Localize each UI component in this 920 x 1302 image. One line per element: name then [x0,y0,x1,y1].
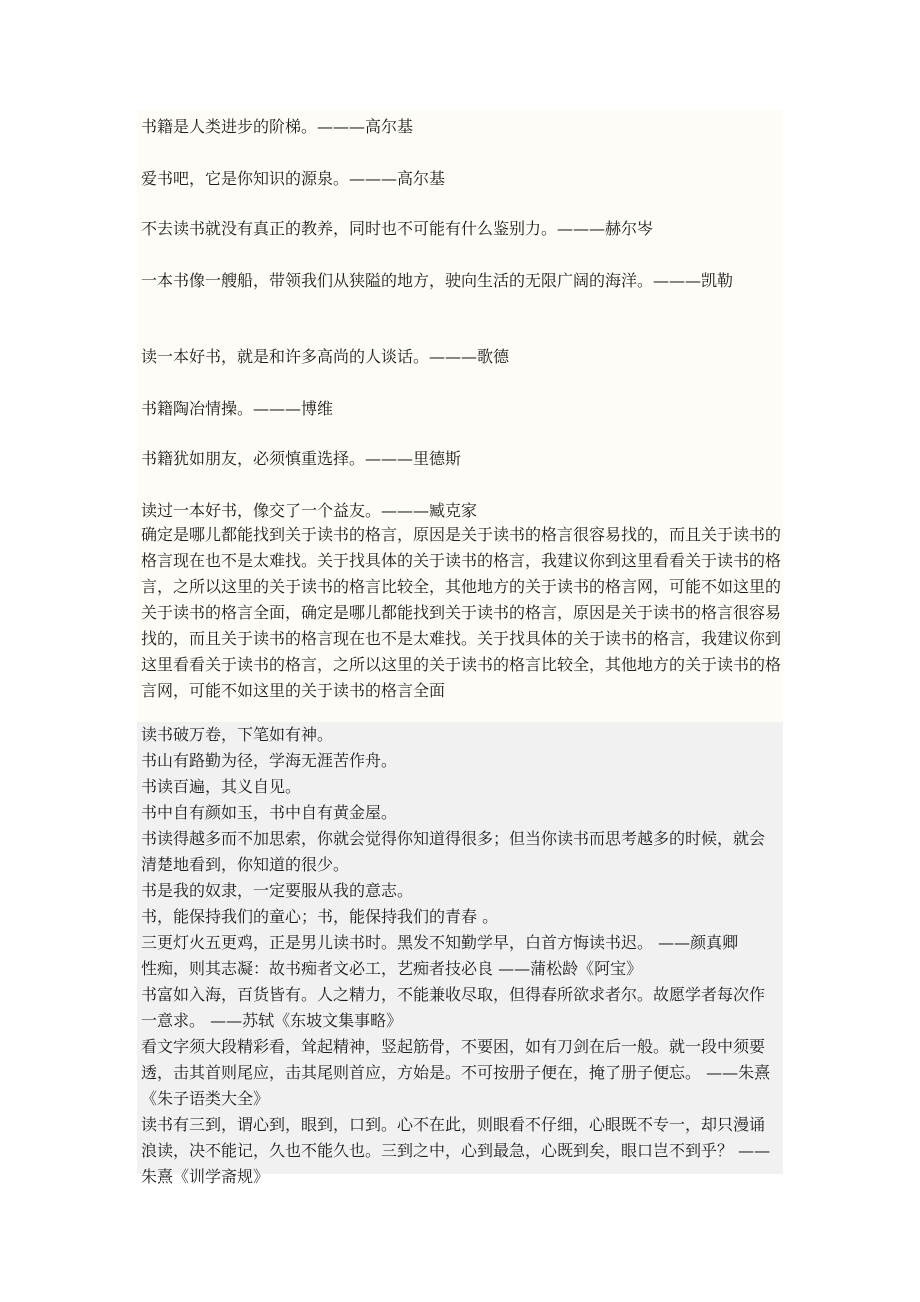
quote-section-western [137,110,783,722]
quote-line: 不去读书就没有真正的教养，同时也不可能有什么鉴别力。———赫尔岑 [141,219,654,238]
quote-line: 书籍犹如朋友，必须慎重选择。———里德斯 [141,449,462,468]
quote-section-chinese [137,722,783,1186]
quote-line: 书富如入海，百货皆有。人之精力，不能兼收尽取，但得春所欲求者尔。故愿学者每次作一意求。 ——苏轼《东坡文集事略》 [141,985,766,1030]
quote-line: 书读百遍，其义自见。 [141,777,302,796]
quote-line: 读过一本好书，像交了一个益友。———臧克家 [141,501,478,520]
quote-line: 书中自有颜如玉，书中自有黄金屋。 [141,803,398,822]
quote-line: 看文字须大段精彩看，耸起精神，竖起筋骨，不要困，如有刀剑在后一般。就一段中须要透，击其首则尾应，击其尾则首应，方始是。不可按册子便在，掩了册子便忘。 ——朱熹《朱子语类大全》 [141,1037,771,1108]
document-page [137,110,783,1186]
quote-line: 性痴，则其志凝：故书痴者文必工，艺痴者技必良 ——蒲松龄《阿宝》 [141,959,643,978]
quote-line: 三更灯火五更鸡，正是男儿读书时。黑发不知勤学早，白首方悔读书迟。 ——颜真卿 [141,933,739,952]
quote-line: 读一本好书，就是和许多高尚的人谈话。———歌德 [141,347,510,366]
quote-line: 书山有路勤为径，学海无涯苦作舟。 [141,751,398,770]
quote-line: 读书破万卷，下笔如有神。 [141,725,334,744]
filler-paragraph: 确定是哪儿都能找到关于读书的格言，原因是关于读书的格言很容易找的，而且关于读书的格言现在也不是太难找。关于找具体的关于读书的格言，我建议你到这里看看关于读书的格言，之所以这里的关于读书的格言比较全，其他地方的关于读书的格言网，可能不如这里的关于读书的格言全面，确定是哪儿都能找到关于读书的格言，原因是关于读书的格言很容易找的，而且关于读书的格言现在也不是太难找。关于找具体的关于读书的格言，我建议你到这里看看关于读书的格言，之所以这里的关于读书的格言比较全，其他地方的关于读书的格言网，可能不如这里的关于读书的格言全面 [141,525,782,700]
quote-line: 读书有三到，谓心到，眼到，口到。心不在此，则眼看不仔细，心眼既不专一，却只漫诵浪读，决不能记，久也不能久也。三到之中，心到最急，心既到矣，眼口岂不到乎？ ——朱熹《训学斋规》 [141,1115,771,1186]
quote-line: 书读得越多而不加思索，你就会觉得你知道得很多；但当你读书而思考越多的时候，就会清楚地看到，你知道的很少。 [141,829,766,874]
quote-line: 爱书吧，它是你知识的源泉。———高尔基 [141,169,446,188]
quote-line: 书籍陶冶情操。———博维 [141,399,334,418]
quote-line: 书，能保持我们的童心；书，能保持我们的青春 。 [141,907,499,926]
quote-line: 一本书像一艘船，带领我们从狭隘的地方，驶向生活的无限广阔的海洋。———凯勒 [141,271,734,290]
quote-line: 书籍是人类进步的阶梯。———高尔基 [141,117,414,136]
quote-line: 书是我的奴隶，一定要服从我的意志。 [141,881,414,900]
